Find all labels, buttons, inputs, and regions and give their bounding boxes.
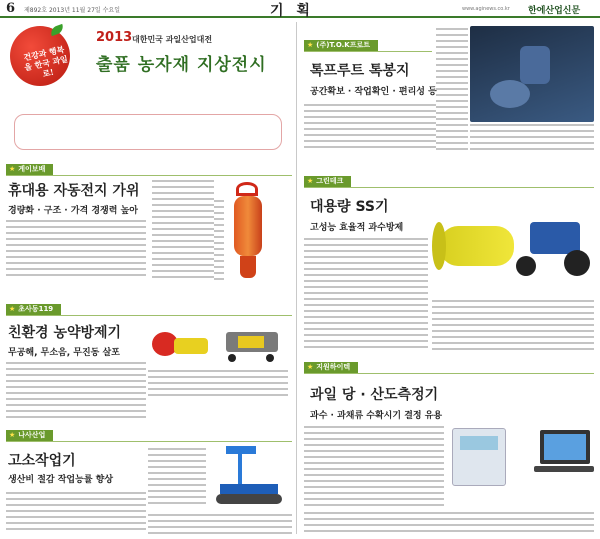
article-body [148, 370, 288, 400]
article-body [304, 238, 428, 350]
article-subhead: 생산비 절감 작업능률 향상 [8, 475, 114, 485]
star-icon: ★ [307, 41, 314, 49]
article-body [432, 300, 594, 350]
divider [6, 175, 292, 176]
divider [304, 51, 432, 52]
company-name: (주)T.O.K프로트 [316, 41, 370, 49]
company-name: 지원하이텍 [316, 363, 351, 371]
article-headline: 과일 당 · 산도측정기 [310, 387, 439, 403]
article-headline: 톡프루트 톡봉지 [310, 63, 410, 79]
article-body [152, 180, 214, 280]
aerial-lift-image [210, 438, 292, 510]
intro-text [25, 120, 273, 146]
article-headline: 휴대용 자동전지 가위 [8, 183, 140, 199]
banner-subtitle: 대한민국 과일산업대전 [132, 35, 213, 44]
company-name: 게이보배 [18, 165, 46, 173]
issue-info: 제892호 2013년 11월 27일 수요일 [24, 7, 120, 14]
company-tag [6, 430, 53, 441]
article-body [148, 448, 206, 508]
article-body [436, 28, 468, 152]
article-headline: 대용량 SS기 [310, 199, 389, 215]
company-tag [304, 362, 358, 373]
banner-title: 출품 농자재 지상전시 [96, 55, 267, 75]
article-body [304, 426, 444, 510]
company-name: 초사동119 [18, 305, 54, 313]
electric-pruner-image [226, 182, 270, 292]
company-tag [304, 40, 378, 51]
company-tag [304, 176, 351, 187]
section-title: 기 획 [270, 3, 314, 19]
star-icon: ★ [9, 305, 16, 313]
sprayer-image [148, 322, 288, 364]
column-divider [296, 22, 297, 534]
ss-sprayer-image [432, 196, 594, 292]
article-subhead: 고성능 효율적 과수방제 [310, 223, 404, 233]
article-body [148, 514, 292, 534]
divider [304, 373, 594, 374]
star-icon: ★ [307, 363, 314, 371]
meter-image [448, 420, 594, 502]
star-icon: ★ [9, 431, 16, 439]
article-body [6, 492, 146, 534]
intro-box [14, 114, 282, 150]
article-subhead: 공간확보 · 작업확인 · 편리성 등 [310, 87, 437, 97]
star-icon: ★ [307, 177, 314, 185]
article-subhead: 무공해, 무소음, 무진동 살포 [8, 348, 120, 358]
article-headline: 친환경 농약방제기 [8, 325, 122, 341]
article-body [6, 220, 146, 280]
article-subhead: 경량화 · 구조 · 가격 경쟁력 높아 [8, 206, 138, 216]
website-url: www.aginews.co.kr [462, 6, 510, 12]
company-name: 나사산업 [18, 431, 46, 439]
article-body [304, 104, 436, 152]
fruit-bag-image [470, 26, 594, 122]
divider [6, 315, 292, 316]
star-icon: ★ [9, 165, 16, 173]
article-body [470, 124, 594, 152]
apple-logo-text: 건강과 행복을 한국 과일로! [22, 44, 69, 79]
article-body [214, 200, 224, 280]
leaf-icon [49, 24, 65, 36]
paper-name: 한에산업신문 [528, 6, 581, 16]
banner-year: 2013 [96, 30, 133, 45]
article-body [304, 512, 594, 534]
page-number: 6 [6, 1, 16, 16]
divider [304, 187, 594, 188]
article-subhead: 과수 · 과채류 수확시기 결정 유용 [310, 411, 443, 421]
article-headline: 고소작업기 [8, 453, 76, 469]
page-header [0, 0, 600, 18]
article-body [6, 362, 146, 418]
company-name: 그린테크 [316, 177, 344, 185]
company-tag [6, 304, 61, 315]
apple-logo [10, 26, 70, 86]
feature-banner [4, 22, 292, 112]
company-tag [6, 164, 53, 175]
